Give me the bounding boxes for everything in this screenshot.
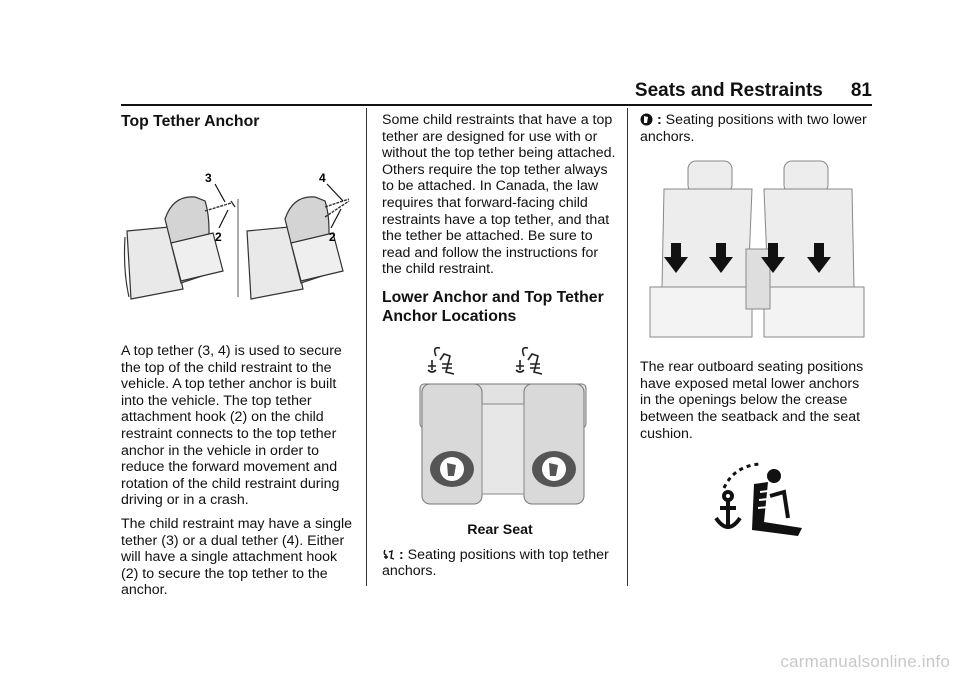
legend-item — [382, 547, 618, 580]
column-1 — [121, 112, 353, 606]
callout-label: 2 — [215, 230, 222, 244]
section-heading: Top Tether Anchor — [121, 113, 260, 130]
legend-item — [640, 112, 872, 145]
callout-label: 4 — [319, 171, 326, 185]
body-paragraph: A top tether (3, 4) is used to secure the top of the child restraint to the vehicle. A top tether anchor is built into the vehicle. The top tether attachment hook (2) on the child restraint connects to the top tether anchor in the vehicle in order to reduce the forward movement and rotation of the child restraint during driving or in a crash. — [121, 343, 342, 509]
figure-caption: Rear Seat — [467, 521, 533, 538]
column-divider — [366, 108, 367, 586]
anchor-symbol-icon — [714, 462, 872, 538]
rear-seat-figure — [648, 159, 872, 349]
page-header — [635, 80, 872, 102]
lower-anchor-icon — [542, 457, 566, 481]
section-heading: Lower Anchor and Top Tether Anchor Locations — [382, 288, 604, 325]
section-title: Seats and Restraints — [634, 80, 823, 101]
column-3 — [640, 112, 872, 538]
column-2 — [382, 112, 618, 587]
watermark: carmanualsonline.info — [780, 652, 950, 671]
legend-text: Seating positions with two lower anchors. — [640, 112, 867, 145]
top-tether-icon — [428, 348, 454, 374]
child-seat-figure — [121, 171, 353, 301]
rear-seat-figure — [418, 344, 618, 514]
lower-anchor-icon — [640, 113, 653, 126]
lower-anchor-icon — [440, 457, 464, 481]
header-rule — [121, 104, 872, 106]
top-tether-icon — [382, 548, 395, 561]
callout-label: 3 — [205, 171, 212, 185]
top-tether-icon — [516, 348, 542, 374]
column-divider — [627, 108, 628, 586]
legend-text: Seating positions with top tether anchors. — [382, 546, 609, 580]
callout-label: 2 — [329, 230, 336, 244]
body-paragraph: The rear outboard seating positions have exposed metal lower anchors in the openings below the crease between the seatback and the seat cushion. — [640, 359, 864, 442]
legend-colon: : — [656, 112, 662, 128]
legend-colon: : — [398, 546, 404, 563]
page-number: 81 — [850, 80, 872, 101]
body-paragraph: Some child restraints that have a top tether are designed for use with or without the top tether being attached. Others require the top tether always to be attached. In Canada, the law requires that forward-facing child restraints have a top tether, and that the tether be attached. Be sure to read and follow the instructions for the child restraint. — [382, 112, 616, 278]
body-paragraph: The child restraint may have a single tether (3) or a dual tether (4). Either will have a single attachment hook (2) to secure the top tether to the anchor. — [121, 515, 353, 599]
